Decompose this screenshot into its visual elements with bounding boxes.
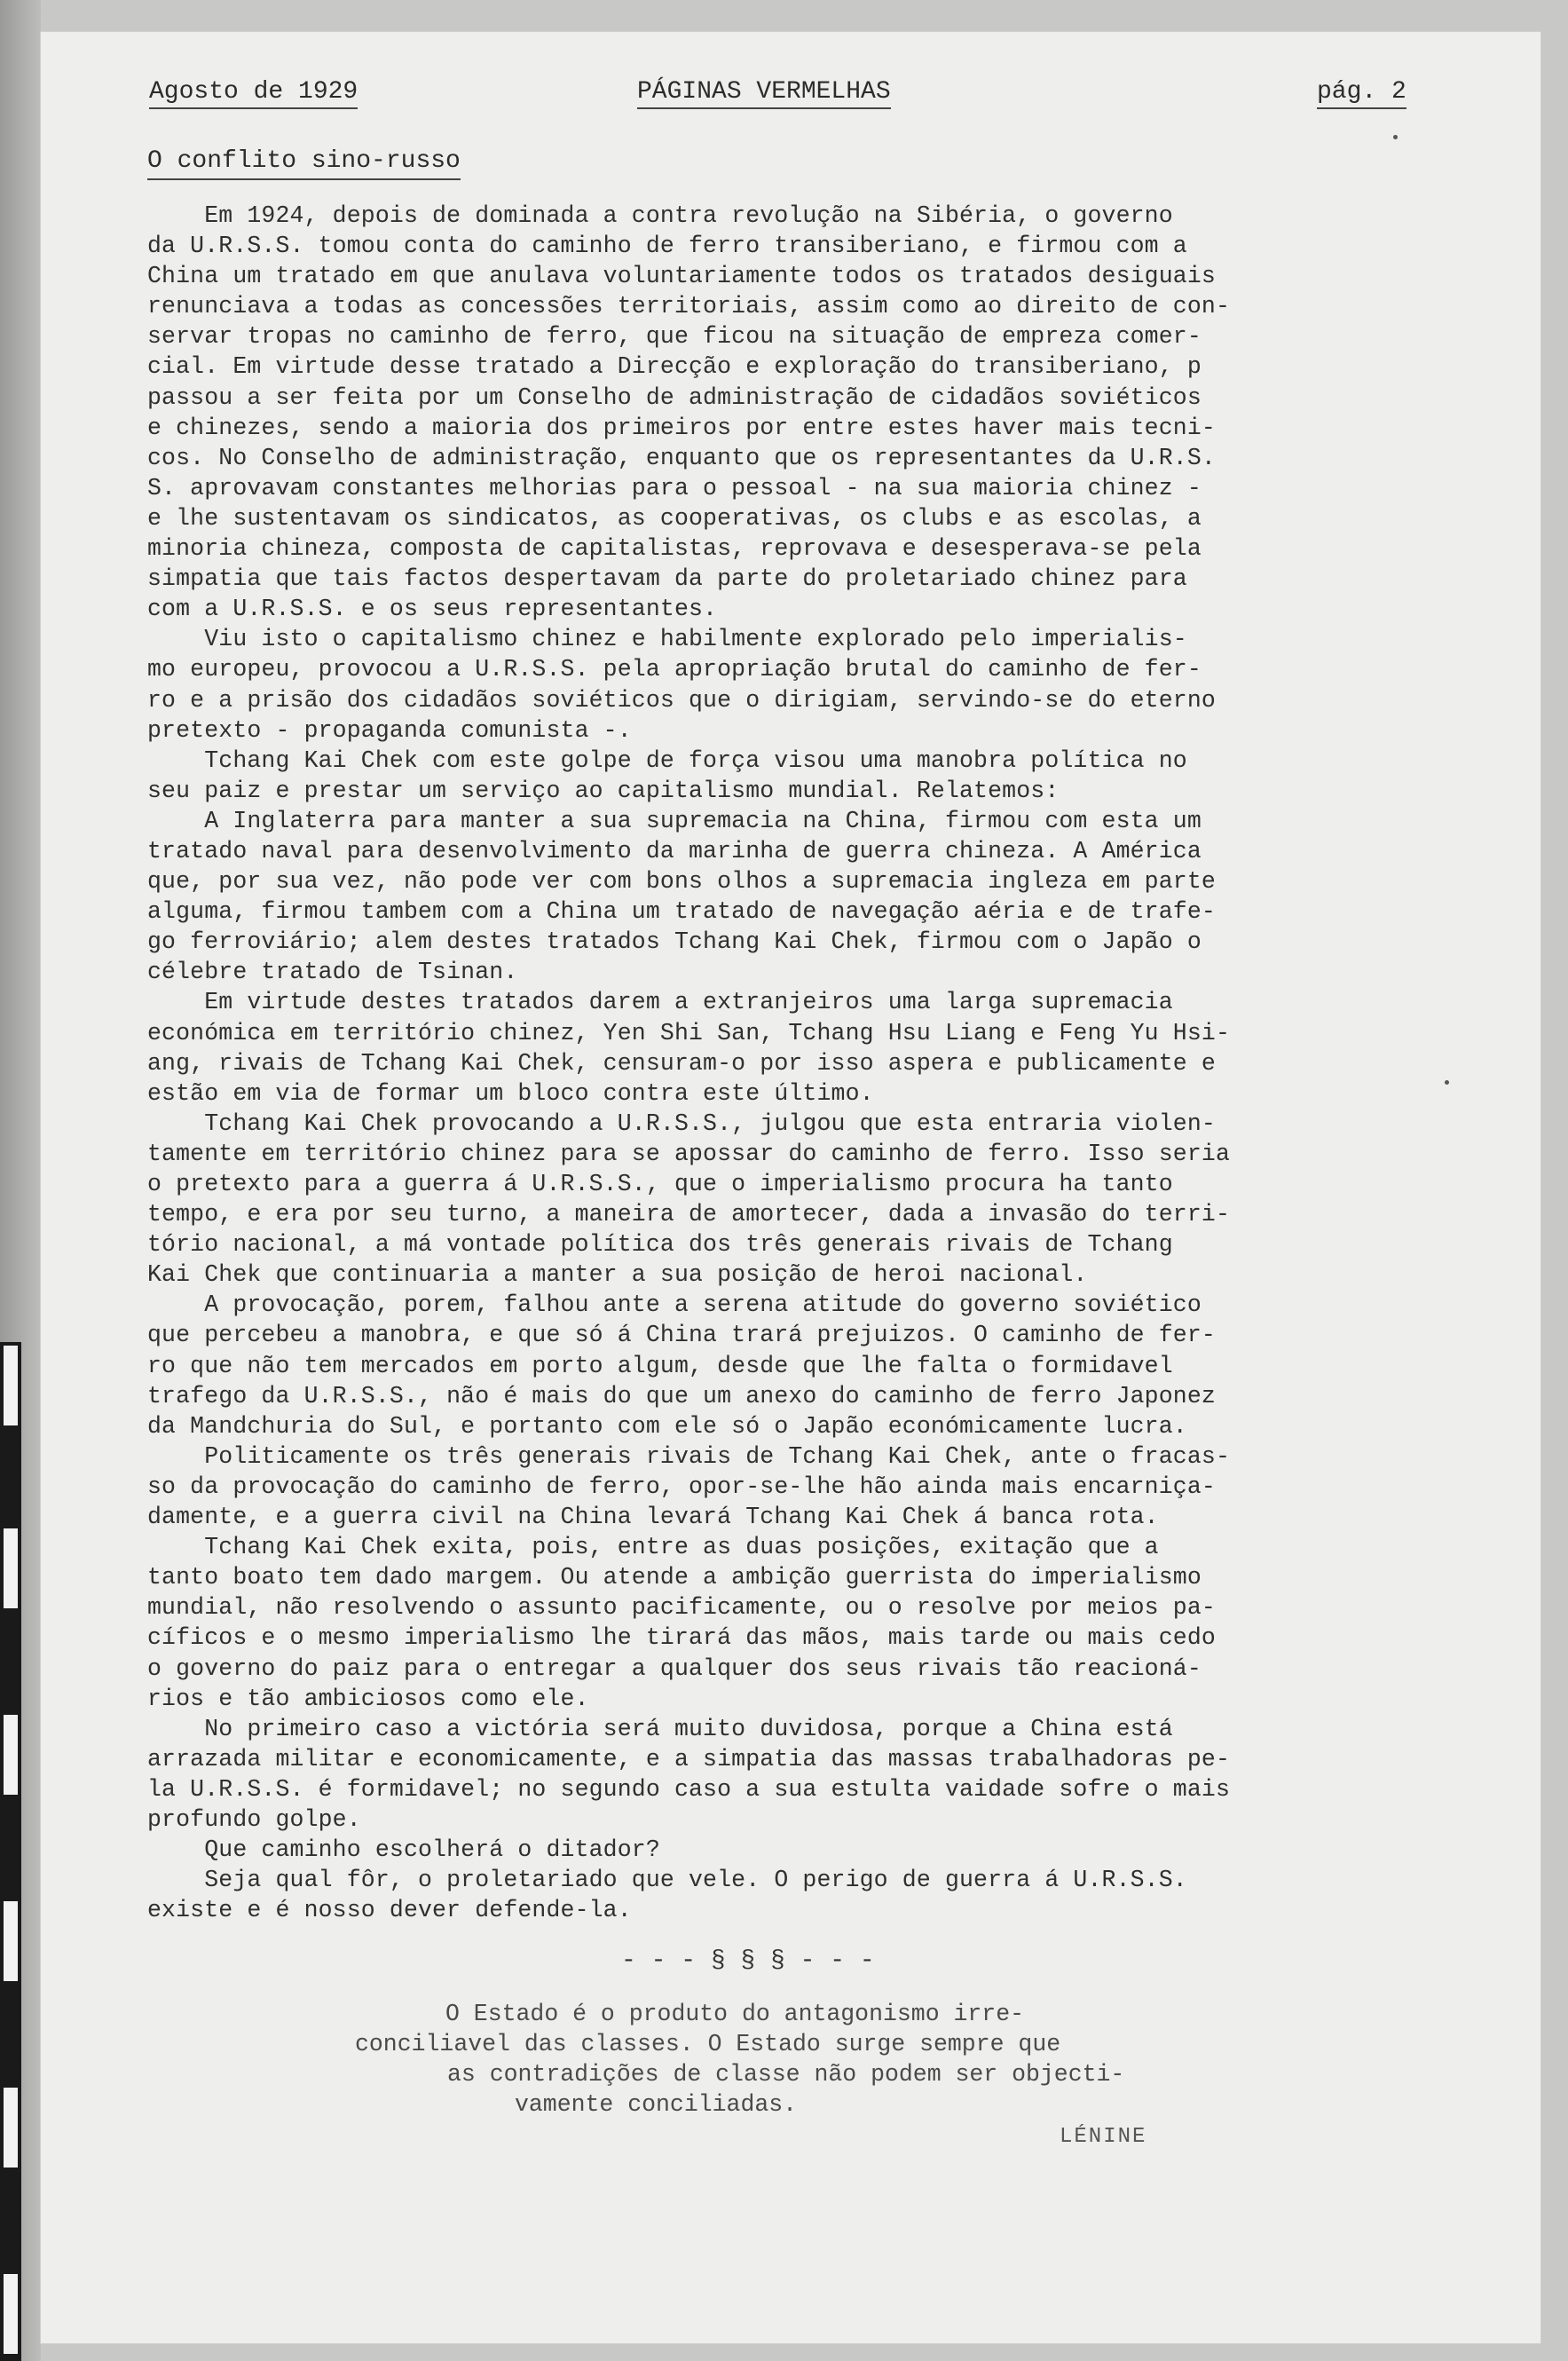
body-line: tanto boato tem dado margem. Ou atende a ambição guerrista do imperialismo xyxy=(147,1564,1202,1591)
ink-speck xyxy=(1393,135,1398,139)
body-line: China um tratado em que anulava voluntariamente todos os tratados desiguais xyxy=(147,263,1216,290)
header-publication: PÁGINAS VERMELHAS xyxy=(637,78,891,109)
body-line: tório nacional, a má vontade política dos três generais rivais de Tchang xyxy=(147,1231,1173,1259)
body-line: da U.R.S.S. tomou conta do caminho de ferro transiberiano, e firmou com a xyxy=(147,233,1187,260)
body-line: e lhe sustentavam os sindicatos, as cooperativas, os clubs e as escolas, a xyxy=(147,504,1202,532)
body-line: o pretexto para a guerra á U.R.S.S., que o imperialismo procura ha tanto xyxy=(147,1171,1173,1197)
body-line: Kai Chek que continuaria a manter a sua posição de heroi nacional. xyxy=(147,1261,1088,1289)
quote-line: as contradições de classe não podem ser objecti- xyxy=(447,2061,1125,2088)
body-line: o governo do paiz para o entregar a qualquer dos seus rivais tão reacioná- xyxy=(147,1654,1202,1682)
quote-author: LÉNINE xyxy=(1060,2125,1147,2149)
body-line: tratado naval para desenvolvimento da marinha de guerra chineza. A América xyxy=(147,837,1202,865)
body-line: Seja qual fôr, o proletariado que vele. O perigo de guerra á U.R.S.S. xyxy=(147,1867,1187,1894)
body-line: ro e a prisão dos cidadãos soviéticos que o dirigiam, servindo-se do eterno xyxy=(147,686,1216,714)
body-line: mo europeu, provocou a U.R.S.S. pela apropriação brutal do caminho de fer- xyxy=(147,656,1202,683)
body-line: arrazada militar e economicamente, e a simpatia das massas trabalhadoras pe- xyxy=(147,1745,1230,1773)
body-line: seu paiz e prestar um serviço ao capitalismo mundial. Relatemos: xyxy=(147,777,1060,804)
body-line: tempo, e era por seu turno, a maneira de amortecer, dada a invasão do terri- xyxy=(147,1201,1230,1228)
body-line: cíficos e o mesmo imperialismo lhe tirará das mãos, mais tarde ou mais cedo xyxy=(147,1624,1216,1652)
body-line: alguma, firmou tambem com a China um tratado de navegação aéria e de trafe- xyxy=(147,898,1216,926)
header-date: Agosto de 1929 xyxy=(149,78,358,109)
body-line: estão em via de formar um bloco contra este último. xyxy=(147,1079,874,1107)
body-line: cos. No Conselho de administração, enquanto que os representantes da U.R.S. xyxy=(147,444,1216,471)
body-line: S. aprovavam constantes melhorias para o pessoal - na sua maioria chinez - xyxy=(147,474,1202,501)
body-line: cial. Em virtude desse tratado a Direcção e exploração do transiberiano, p xyxy=(147,353,1202,381)
body-line: renunciava a todas as concessões territoriais, assim como ao direito de con- xyxy=(147,293,1230,320)
body-line: Tchang Kai Chek com este golpe de força visou uma manobra política no xyxy=(147,746,1187,774)
quote-line: vamente conciliadas. xyxy=(515,2091,798,2118)
body-line: passou a ser feita por um Conselho de administração de cidadãos soviéticos xyxy=(147,383,1202,411)
page-header xyxy=(149,78,1445,121)
body-line: que, por sua vez, não pode ver com bons olhos a supremacia ingleza em parte xyxy=(147,868,1216,896)
body-line: económica em território chinez, Yen Shi San, Tchang Hsu Liang e Feng Yu Hsi- xyxy=(147,1019,1230,1046)
body-line: Politicamente os três generais rivais de Tchang Kai Chek, ante o fracas- xyxy=(147,1442,1230,1470)
body-line: que percebeu a manobra, e que só á China trará prejuizos. O caminho de fer- xyxy=(147,1322,1216,1349)
body-line: pretexto - propaganda comunista -. xyxy=(147,716,632,744)
body-line: damente, e a guerra civil na China levará Tchang Kai Chek á banca rota. xyxy=(147,1504,1159,1531)
body-line: rios e tão ambiciosos como ele. xyxy=(147,1685,589,1712)
body-line: ang, rivais de Tchang Kai Chek, censuram-o por isso aspera e publicamente e xyxy=(147,1049,1216,1077)
body-line: mundial, não resolvendo o assunto pacificamente, ou o resolve por meios pa- xyxy=(147,1594,1216,1622)
quote-line: O Estado é o produto do antagonismo irre- xyxy=(445,2001,1025,2027)
body-line: No primeiro caso a victória será muito duvidosa, porque a China está xyxy=(147,1715,1173,1742)
body-line: Tchang Kai Chek provocando a U.R.S.S., julgou que esta entraria violen- xyxy=(147,1109,1216,1137)
article-body xyxy=(147,201,1532,1925)
body-line: Viu isto o capitalismo chinez e habilmente explorado pelo imperialis- xyxy=(147,626,1187,653)
body-line: Tchang Kai Chek exita, pois, entre as duas posições, exitação que a xyxy=(147,1534,1159,1561)
body-line: la U.R.S.S. é formidavel; no segundo caso a sua estulta vaidade sofre o mais xyxy=(147,1775,1230,1803)
header-page-number: pág. 2 xyxy=(1317,78,1406,109)
body-line: Que caminho escolherá o ditador? xyxy=(147,1836,660,1864)
body-line: ro que não tem mercados em porto algum, desde que lhe falta o formidavel xyxy=(147,1352,1173,1379)
body-line: existe e é nosso dever defende-la. xyxy=(147,1897,632,1924)
body-line: célebre tratado de Tsinan. xyxy=(147,959,518,986)
body-line: A Inglaterra para manter a sua supremacia na China, firmou com esta um xyxy=(147,807,1202,834)
body-line: go ferroviário; alem destes tratados Tchang Kai Chek, firmou com o Japão o xyxy=(147,928,1202,956)
body-line: A provocação, porem, falhou ante a serena atitude do governo soviético xyxy=(147,1291,1202,1319)
body-line: tamente em território chinez para se apossar do caminho de ferro. Isso seria xyxy=(147,1140,1230,1167)
body-line: da Mandchuria do Sul, e portanto com ele só o Japão económicamente lucra. xyxy=(147,1412,1187,1440)
body-line: simpatia que tais factos despertavam da parte do proletariado chinez para xyxy=(147,565,1187,593)
section-title: O conflito sino-russo xyxy=(147,147,461,180)
quote-line: conciliavel das classes. O Estado surge sempre que xyxy=(355,2031,1061,2057)
scale-ruler xyxy=(0,1342,21,2361)
section-separator: - - - § § § - - - xyxy=(621,1947,875,1975)
body-line: so da provocação do caminho de ferro, opor-se-lhe hão ainda mais encarniça- xyxy=(147,1473,1216,1500)
body-line: servar tropas no caminho de ferro, que ficou na situação de empreza comer- xyxy=(147,323,1202,351)
body-line: e chinezes, sendo a maioria dos primeiros por entre estes haver mais tecni- xyxy=(147,414,1216,441)
body-line: com a U.R.S.S. e os seus representantes. xyxy=(147,596,718,623)
body-line: minoria chineza, composta de capitalistas, reprovava e desesperava-se pela xyxy=(147,535,1202,563)
body-line: Em virtude destes tratados darem a extranjeiros uma larga supremacia xyxy=(147,989,1173,1016)
body-line: Em 1924, depois de dominada a contra revolução na Sibéria, o governo xyxy=(147,202,1173,229)
body-line: profundo golpe. xyxy=(147,1805,361,1833)
quote-block xyxy=(355,1999,1124,2120)
body-line: trafego da U.R.S.S., não é mais do que um anexo do caminho de ferro Japonez xyxy=(147,1382,1216,1409)
ink-speck xyxy=(1445,1080,1449,1085)
